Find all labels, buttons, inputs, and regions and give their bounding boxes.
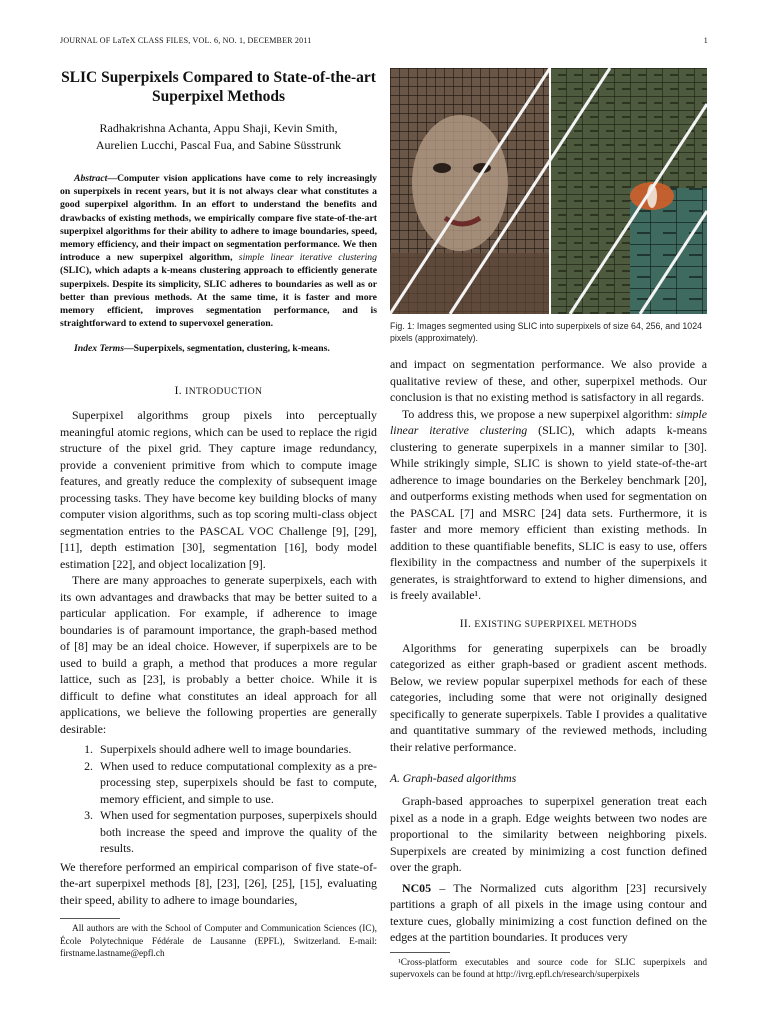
index-terms-label: Index Terms — [74, 343, 124, 355]
right-paragraph-1: and impact on segmentation performance. We also provide a qualitative review of these, and other, superpixel methods. Our conclusion is that no existing method is satisfactory in all regards. — [390, 357, 707, 404]
list-item: 3. When used for segmentation purposes, superpixels should both increase the speed and improve the quality of the results. — [96, 807, 377, 857]
right-paragraph-2-italic: simple linear iterative clustering — [390, 406, 707, 437]
intro-paragraph-1: Superpixel algorithms group pixels into perceptually meaningful atomic regions, which can be used to replace the rigid structure of the pixel grid. They capture image redundancy, provide a convenient primitive from which to compute image features, and greatly reduce the complexity of subsequent image processing tasks. They have become key building blocks of many computer vision algorithms, such as top scoring multi-class object segmentation entries to the PASCAL VOC Challenge [9], [29], [11], depth estimation [30], segmentation [16], body model estimation [22], and object localization [9]. — [60, 408, 377, 571]
subsection-heading-graph-based: A. Graph-based algorithms — [390, 773, 517, 785]
footnote-divider — [60, 918, 120, 919]
abstract — [60, 172, 377, 330]
authors-line-1: Radhakrishna Achanta, Appu Shaji, Kevin Smith, — [99, 121, 338, 135]
section-number: II. — [459, 617, 472, 630]
list-item: 1. Superpixels should adhere well to image boundaries. — [96, 741, 377, 758]
section-2a-paragraph-1: Graph-based approaches to superpixel generation treat each pixel as a node in a graph. Edge weights between two nodes are proportional to the similarity between neighboring pixels. Superpixels are created by minimizing a cost function defined over the graph. — [390, 794, 707, 874]
right-paragraph-2-text-b: (SLIC), which adapts k-means clustering to generate superpixels in a manner similar to [30]. While strikingly simple, SLIC is shown to yield state-of-the-art adherence to image boundaries on the Berkeley benchmark [20], and outperforms existing methods when used for segmentation on the PASCAL [7] and MSRC [24] data sets. Furthermore, it is faster and more memory efficient than existing methods. In addition to these quantifiable benefits, SLIC is easy to use, offers flexibility in the compactness and number of the superpixels it generates, is straightforward to extend to higher dimensions, and is freely available¹. — [390, 423, 707, 602]
figure-1-image — [390, 68, 707, 314]
right-paragraph-2 — [390, 406, 707, 604]
right-paragraph-2-text-a: To address this, we propose a new superpixel algorithm: — [402, 406, 673, 421]
properties-list — [60, 741, 377, 857]
abstract-italic: simple linear iterative clustering — [238, 252, 377, 264]
index-terms — [60, 342, 377, 355]
author-list — [60, 120, 377, 154]
abstract-text-2: (SLIC), which adapts a k-means clustering approach to efficiently generate superpixels. Despite its simplicity, SLIC adheres to boundaries as well as or better than previous methods. At the same time, it is faster and more memory efficient, improves segmentation performance, and is straightforward to extend to supervoxel generation. — [60, 265, 377, 330]
section-title: EXISTING SUPERPIXEL METHODS — [474, 618, 638, 630]
nc05-label: NC05 — [402, 880, 432, 895]
paper-title: SLIC Superpixels Compared to State-of-the-art Superpixel Methods — [61, 69, 376, 105]
section-number: I. — [174, 385, 182, 398]
superpixel-segmentation-image — [390, 68, 707, 314]
right-column — [390, 68, 707, 981]
journal-name: JOURNAL OF LaTeX CLASS FILES, VOL. 6, NO. 1, DECEMBER 2011 — [60, 36, 312, 45]
index-terms-text: —Superpixels, segmentation, clustering, k-means. — [123, 343, 330, 355]
authors-line-2: Aurelien Lucchi, Pascal Fua, and Sabine Süsstrunk — [95, 138, 342, 152]
intro-paragraph-2: There are many approaches to generate superpixels, each with its own advantages and drawbacks that may be better suited to a particular application. For example, if adherence to image boundaries is of paramount importance, the graph-based method of [8] may be an ideal choice. However, if superpixels are to be used to build a graph, a method that produces a more regular lattice, such as [23], is probably a better choice. While it is difficult to define what constitutes an ideal approach for all applications, we believe the following properties are generally desirable: — [60, 573, 377, 736]
footnote-divider — [390, 952, 450, 953]
affiliation-footnote: All authors are with the School of Computer and Communication Sciences (IC), École Polytechnique Fédérale de Lausanne (EPFL), Switzerland. E-mail: firstname.lastname@epfl.ch — [60, 924, 377, 959]
section-title: INTRODUCTION — [185, 386, 263, 398]
intro-paragraph-3: We therefore performed an empirical comparison of five state-of-the-art superpixel methods [8], [23], [26], [25], [15], evaluating their speed, ability to adhere to image boundaries, — [60, 859, 377, 907]
running-header — [60, 36, 708, 48]
section-2-paragraph-1: Algorithms for generating superpixels can be broadly categorized as either graph-based or gradient ascent methods. Below, we review popular superpixel methods for each of these categories, including some that were not originally designed specifically to generate superpixels. Table I provides a qualitative and quantitative summary of the reviewed methods, including their relative performance. — [390, 640, 707, 754]
section-heading-existing-methods — [390, 618, 707, 630]
section-heading-introduction — [60, 385, 377, 397]
list-item: 2. When used to reduce computational complexity as a pre-processing step, superpixels should be fast to compute, memory efficient, and simple to use. — [96, 758, 377, 808]
page-number: 1 — [703, 36, 708, 45]
abstract-text-1: —Computer vision applications have come to rely increasingly on superpixels in recent years, but it is not always clear what constitutes a good superpixel algorithm. In an effort to understand the benefits and drawbacks of existing methods, we empirically compare five state-of-the-art superpixel algorithms for their ability to adhere to image boundaries, speed, memory efficiency, and their impact on segmentation performance. We then introduce a new superpixel algorithm, — [60, 173, 377, 264]
nc05-paragraph — [390, 880, 707, 946]
left-column — [60, 68, 377, 960]
figure-caption: Fig. 1: Images segmented using SLIC into superpixels of size 64, 256, and 1024 pixels (approximately). — [390, 321, 702, 343]
code-footnote: ¹Cross-platform executables and source code for SLIC superpixels and supervoxels can be found at http://ivrg.epfl.ch/research/superpixels — [390, 957, 707, 980]
nc05-text: – The Normalized cuts algorithm [23] recursively partitions a graph of all pixels in the image using contour and texture cues, globally minimizing a cost function defined on the edges at the partition boundaries. It produces very — [390, 880, 707, 944]
abstract-label: Abstract — [74, 173, 108, 184]
